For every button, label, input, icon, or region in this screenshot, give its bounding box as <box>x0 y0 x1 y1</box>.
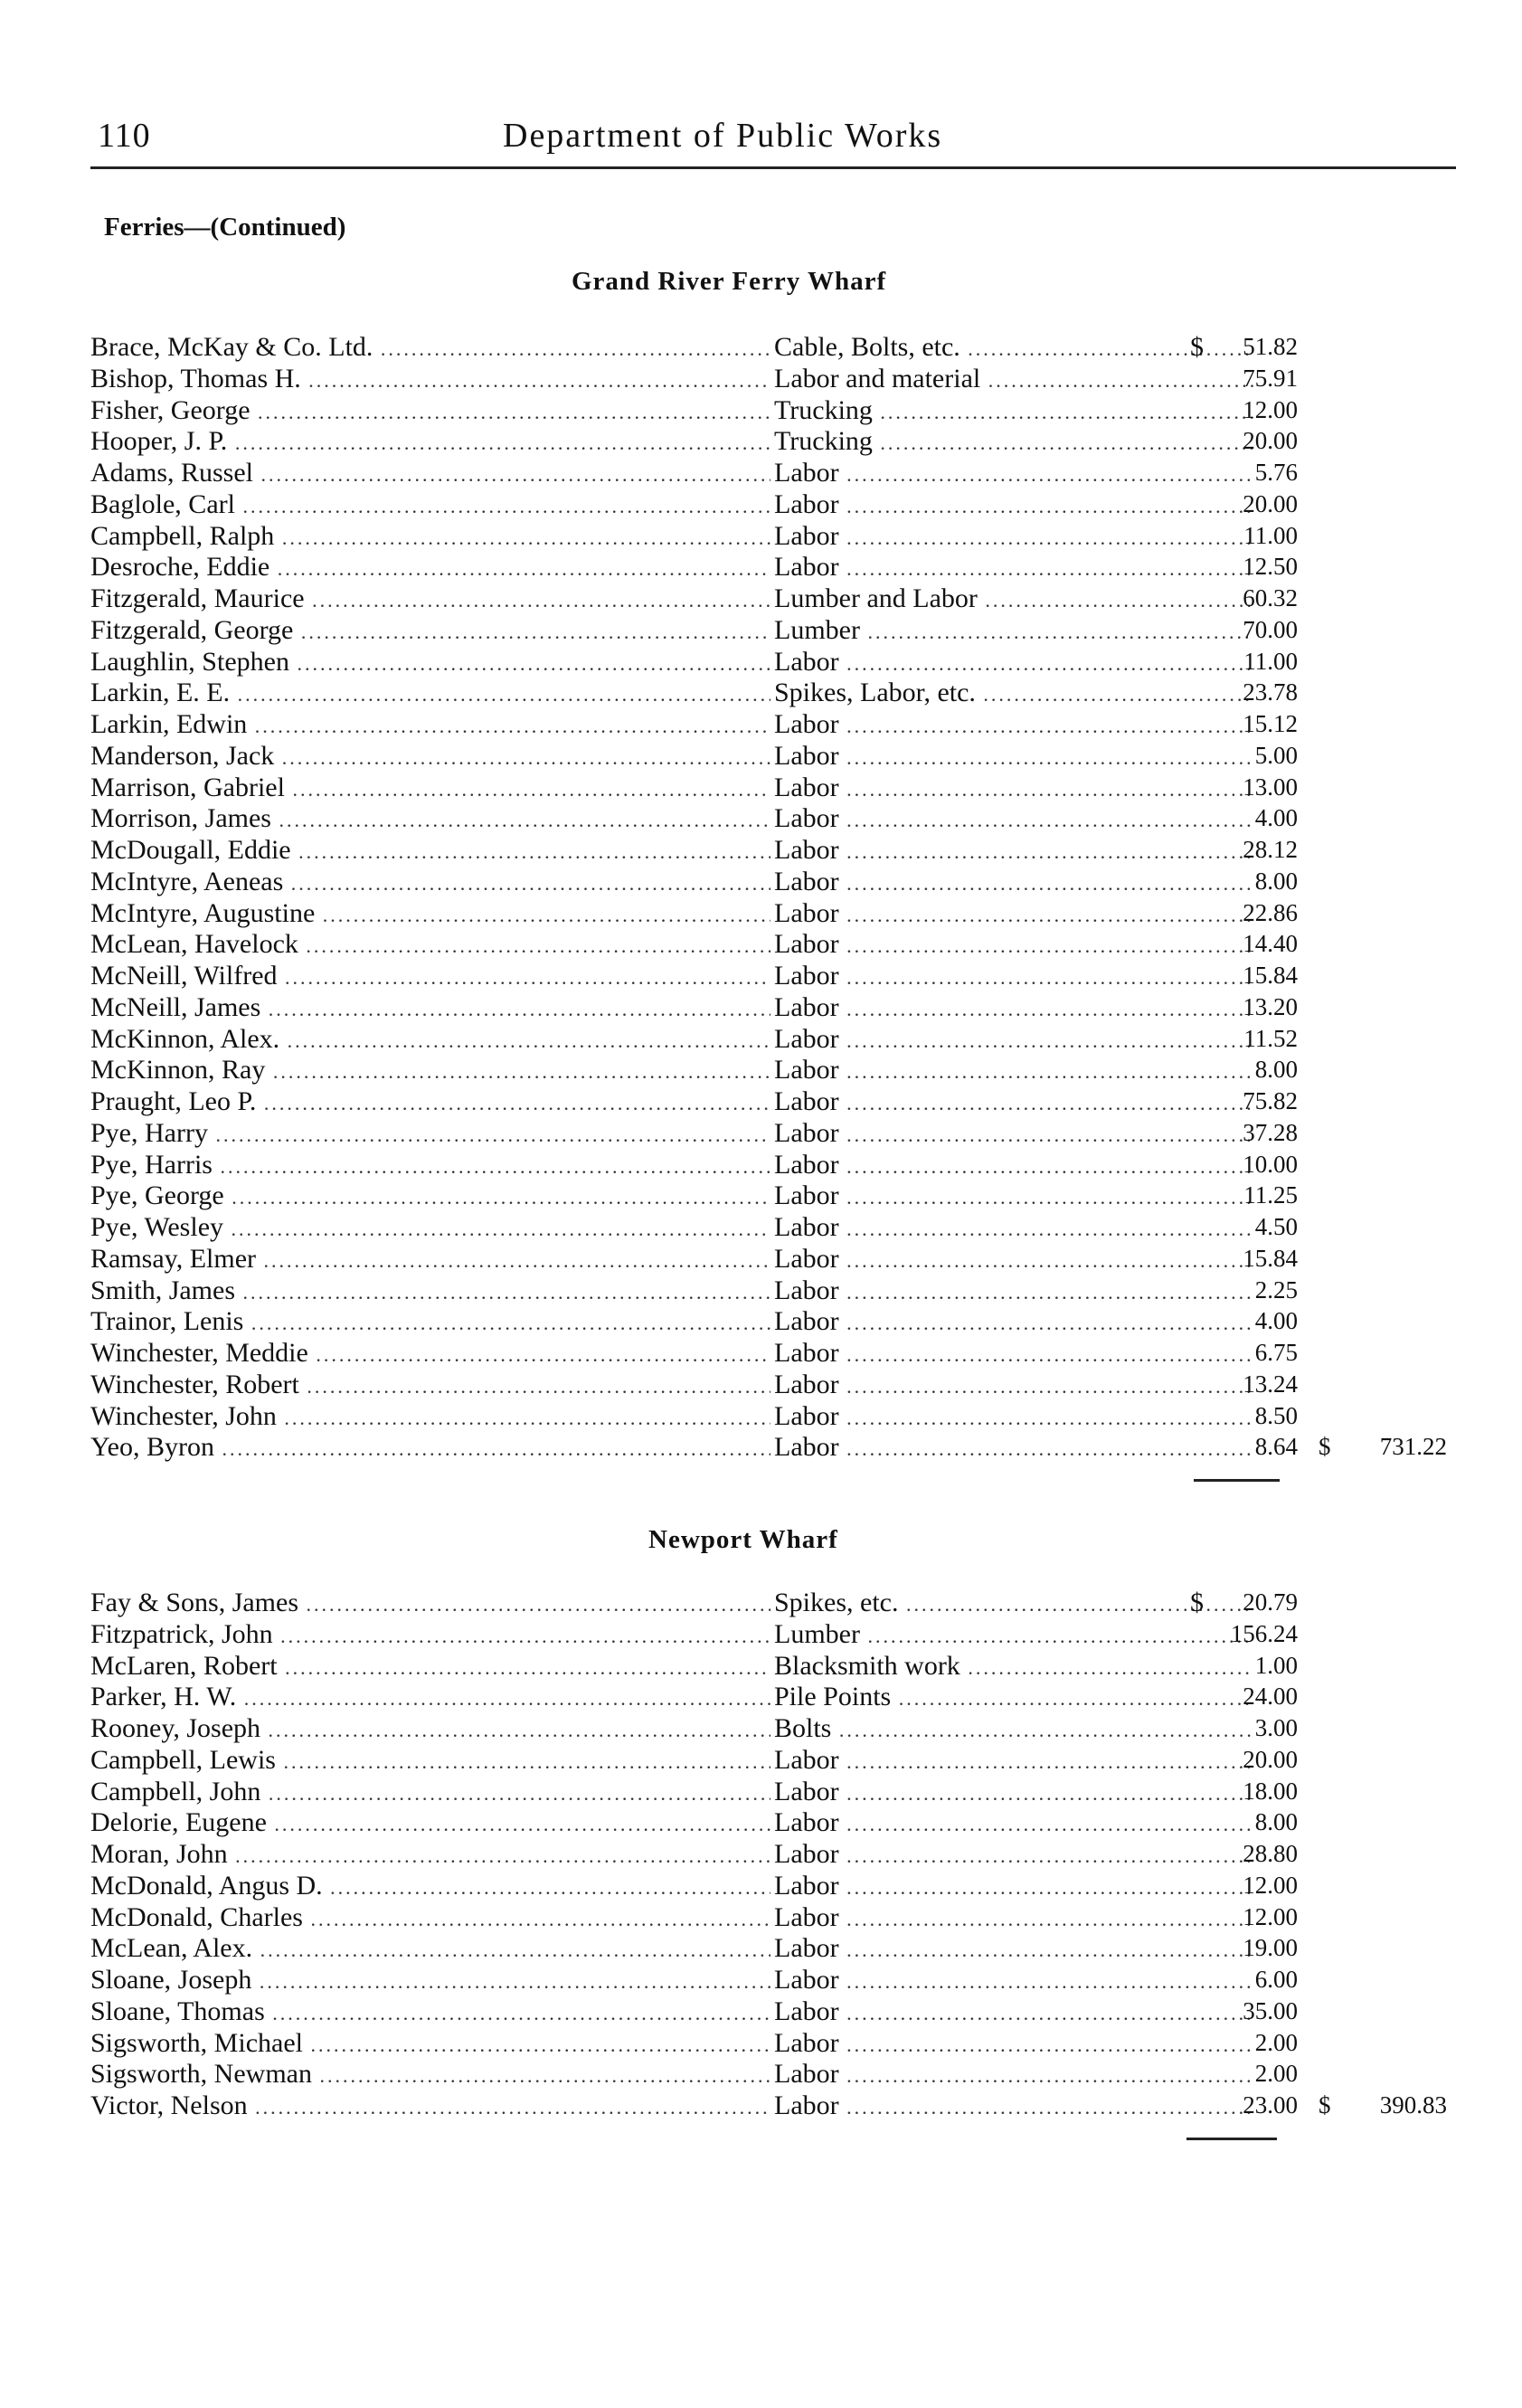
amount: 11.52 <box>1243 1024 1298 1052</box>
amount: 13.20 <box>1243 992 1298 1020</box>
item-description: Labor ..... <box>774 866 1253 899</box>
item-description: Trucking ..... <box>774 394 1253 428</box>
amount: 12.00 <box>1243 1871 1298 1899</box>
table-row <box>90 614 1483 646</box>
payee-name: McDougall, Eddie ..... <box>90 834 770 867</box>
payee-name: Adams, Russel ..... <box>90 457 770 490</box>
table-row <box>90 1275 1483 1306</box>
table-row <box>90 1400 1483 1432</box>
table-row <box>90 1681 1483 1712</box>
table-row <box>90 583 1483 614</box>
amount: 11.00 <box>1243 521 1298 549</box>
table-row <box>90 772 1483 803</box>
payee-name: Baglole, Carl ..... <box>90 488 770 522</box>
table-row <box>90 1744 1483 1776</box>
amount: 23.78 <box>1243 678 1298 706</box>
item-description: Labor ..... <box>774 1776 1253 1809</box>
item-description: Labor ..... <box>774 2058 1253 2091</box>
amount: 20.00 <box>1243 427 1298 455</box>
payee-name: Marrison, Gabriel ..... <box>90 772 770 805</box>
table-row <box>90 802 1483 834</box>
item-description: Labor ..... <box>774 1243 1253 1276</box>
section-total: 390.83 <box>1379 2091 1447 2119</box>
subtotal-rule <box>1186 2138 1277 2140</box>
item-description: Labor ..... <box>774 1996 1253 2029</box>
payee-name: Sigsworth, Michael ..... <box>90 2027 770 2061</box>
table-row <box>90 425 1483 457</box>
payee-name: Larkin, E. E. ..... <box>90 677 770 710</box>
section-label: Ferries—(Continued) <box>104 213 346 242</box>
table-row <box>90 1023 1483 1055</box>
payee-name: McKinnon, Alex. ..... <box>90 1023 770 1057</box>
table-row <box>90 960 1483 991</box>
amount: 3.00 <box>1254 1714 1298 1741</box>
payee-name: Sloane, Joseph ..... <box>90 1964 770 1997</box>
item-description: Labor ..... <box>774 1149 1253 1182</box>
payee-name: Pye, Harry ..... <box>90 1117 770 1151</box>
table-row <box>90 1838 1483 1870</box>
payee-name: Parker, H. W. ..... <box>90 1681 770 1714</box>
amount: 12.00 <box>1243 395 1298 423</box>
page-title: Department of Public Works <box>503 117 943 155</box>
item-description: Labor ..... <box>774 1964 1253 1997</box>
table-row <box>90 363 1483 394</box>
item-description: Labor ..... <box>774 960 1253 993</box>
table-row <box>90 1180 1483 1211</box>
amount: 13.00 <box>1243 773 1298 801</box>
amount: 20.79 <box>1243 1588 1298 1616</box>
payee-name: Desroche, Eddie ..... <box>90 551 770 584</box>
payee-name: Pye, George ..... <box>90 1180 770 1213</box>
item-description: Lumber ..... <box>774 614 1253 648</box>
item-description: Labor ..... <box>774 1275 1253 1308</box>
table-row <box>90 1712 1483 1744</box>
table-row <box>90 2027 1483 2059</box>
item-description: Labor ..... <box>774 1744 1253 1778</box>
item-description: Labor ..... <box>774 708 1253 742</box>
item-description: Spikes, etc. ..... <box>774 1587 1253 1620</box>
amount: 1.00 <box>1254 1651 1298 1679</box>
payee-name: Smith, James ..... <box>90 1275 770 1308</box>
item-description: Labor ..... <box>774 1932 1253 1966</box>
payee-name: Victor, Nelson ..... <box>90 2090 770 2123</box>
table-row <box>90 1901 1483 1933</box>
table-row <box>90 1149 1483 1180</box>
table-row <box>90 1587 1483 1618</box>
amount: 10.00 <box>1243 1150 1298 1178</box>
item-description: Labor ..... <box>774 1369 1253 1402</box>
item-description: Labor ..... <box>774 1180 1253 1213</box>
section-total: 731.22 <box>1379 1433 1447 1461</box>
amount: 51.82 <box>1243 333 1298 360</box>
amount: 14.40 <box>1243 930 1298 958</box>
total-currency-sign: $ <box>1319 2091 1331 2119</box>
payee-name: Fitzgerald, Maurice ..... <box>90 583 770 616</box>
table-row <box>90 1964 1483 1996</box>
amount: 20.00 <box>1243 1745 1298 1773</box>
table-row <box>90 646 1483 678</box>
item-description: Labor ..... <box>774 646 1253 679</box>
table-row <box>90 1431 1483 1463</box>
payee-name: Fitzpatrick, John ..... <box>90 1618 770 1652</box>
table-row <box>90 834 1483 866</box>
item-description: Labor and material ..... <box>774 363 1253 396</box>
item-description: Lumber and Labor ..... <box>774 583 1253 616</box>
item-description: Labor ..... <box>774 1211 1253 1245</box>
amount: 5.00 <box>1254 741 1298 769</box>
item-description: Labor ..... <box>774 520 1253 554</box>
item-description: Labor ..... <box>774 488 1253 522</box>
amount: 4.00 <box>1254 1307 1298 1335</box>
currency-sign: $ <box>1190 332 1204 362</box>
amount: 2.00 <box>1254 2028 1298 2056</box>
payee-name: Delorie, Eugene ..... <box>90 1806 770 1840</box>
table-row <box>90 1054 1483 1085</box>
payee-name: Brace, McKay & Co. Ltd. ..... <box>90 331 770 365</box>
amount: 156.24 <box>1230 1619 1298 1647</box>
payee-name: McIntyre, Augustine ..... <box>90 897 770 931</box>
payee-name: Sloane, Thomas ..... <box>90 1996 770 2029</box>
item-description: Labor ..... <box>774 1870 1253 1903</box>
amount: 18.00 <box>1243 1777 1298 1805</box>
payee-name: Campbell, Lewis ..... <box>90 1744 770 1778</box>
amount: 6.00 <box>1254 1966 1298 1993</box>
amount: 28.80 <box>1243 1840 1298 1867</box>
item-description: Labor ..... <box>774 991 1253 1025</box>
payee-name: Sigsworth, Newman ..... <box>90 2058 770 2091</box>
payee-name: Winchester, Meddie ..... <box>90 1337 770 1370</box>
payee-name: Winchester, John ..... <box>90 1400 770 1434</box>
payee-name: Fitzgerald, George ..... <box>90 614 770 648</box>
item-description: Pile Points ..... <box>774 1681 1253 1714</box>
amount: 12.00 <box>1243 1902 1298 1930</box>
payee-name: Laughlin, Stephen ..... <box>90 646 770 679</box>
item-description: Labor ..... <box>774 1305 1253 1339</box>
item-description: Cable, Bolts, etc. ..... <box>774 331 1253 365</box>
page-number: 110 <box>98 117 151 155</box>
table-row <box>90 1211 1483 1243</box>
amount: 24.00 <box>1243 1683 1298 1711</box>
currency-sign: $ <box>1190 1588 1204 1617</box>
table-row <box>90 1806 1483 1838</box>
table-row <box>90 866 1483 897</box>
table-row <box>90 2090 1483 2121</box>
table-row <box>90 1085 1483 1117</box>
payee-name: Pye, Wesley ..... <box>90 1211 770 1245</box>
item-description: Labor ..... <box>774 1901 1253 1935</box>
amount: 28.12 <box>1243 836 1298 863</box>
table-row <box>90 1618 1483 1650</box>
payee-name: McLean, Havelock ..... <box>90 928 770 962</box>
payee-name: Campbell, John ..... <box>90 1776 770 1809</box>
payee-name: McDonald, Angus D. ..... <box>90 1870 770 1903</box>
payee-name: Morrison, James ..... <box>90 802 770 836</box>
wharf-title: Grand River Ferry Wharf <box>572 267 887 296</box>
item-description: Lumber ..... <box>774 1618 1253 1652</box>
table-row <box>90 1369 1483 1400</box>
table-row <box>90 331 1483 363</box>
payee-name: Moran, John ..... <box>90 1838 770 1872</box>
item-description: Labor ..... <box>774 740 1253 773</box>
item-description: Labor ..... <box>774 1400 1253 1434</box>
item-description: Labor ..... <box>774 1085 1253 1119</box>
item-description: Spikes, Labor, etc. ..... <box>774 677 1253 710</box>
payee-name: Yeo, Byron ..... <box>90 1431 770 1465</box>
amount: 35.00 <box>1243 1996 1298 2024</box>
table-row <box>90 1243 1483 1275</box>
table-row <box>90 1776 1483 1807</box>
amount: 8.00 <box>1254 867 1298 895</box>
item-description: Labor ..... <box>774 1054 1253 1087</box>
amount: 8.00 <box>1254 1808 1298 1836</box>
table-row <box>90 457 1483 488</box>
subtotal-rule <box>1194 1479 1280 1482</box>
table-row <box>90 1305 1483 1337</box>
amount: 20.00 <box>1243 489 1298 517</box>
payee-name: Larkin, Edwin ..... <box>90 708 770 742</box>
payee-name: Bishop, Thomas H. ..... <box>90 363 770 396</box>
payee-name: Fay & Sons, James ..... <box>90 1587 770 1620</box>
payee-name: Praught, Leo P. ..... <box>90 1085 770 1119</box>
table-row <box>90 1932 1483 1964</box>
table-row <box>90 1117 1483 1149</box>
table-row <box>90 897 1483 929</box>
amount: 11.25 <box>1243 1181 1298 1209</box>
table-row <box>90 1870 1483 1901</box>
payee-name: Fisher, George ..... <box>90 394 770 428</box>
payee-name: Pye, Harris ..... <box>90 1149 770 1182</box>
item-description: Labor ..... <box>774 1023 1253 1057</box>
payee-name: McNeill, James ..... <box>90 991 770 1025</box>
total-currency-sign: $ <box>1319 1433 1331 1461</box>
item-description: Labor ..... <box>774 897 1253 931</box>
table-row <box>90 1650 1483 1682</box>
item-description: Labor ..... <box>774 1838 1253 1872</box>
amount: 75.91 <box>1243 364 1298 392</box>
item-description: Labor ..... <box>774 802 1253 836</box>
table-row <box>90 928 1483 960</box>
item-description: Labor ..... <box>774 457 1253 490</box>
item-description: Labor ..... <box>774 2027 1253 2061</box>
item-description: Labor ..... <box>774 928 1253 962</box>
ledger-table <box>90 1587 1483 2130</box>
table-row <box>90 551 1483 583</box>
item-description: Trucking ..... <box>774 425 1253 459</box>
item-description: Labor ..... <box>774 834 1253 867</box>
table-row <box>90 2058 1483 2090</box>
table-row <box>90 394 1483 426</box>
item-description: Labor ..... <box>774 551 1253 584</box>
amount: 8.64 <box>1254 1433 1298 1461</box>
table-row <box>90 991 1483 1023</box>
item-description: Labor ..... <box>774 1117 1253 1151</box>
amount: 19.00 <box>1243 1934 1298 1962</box>
item-description: Labor ..... <box>774 1337 1253 1370</box>
payee-name: Trainor, Lenis ..... <box>90 1305 770 1339</box>
amount: 37.28 <box>1243 1118 1298 1146</box>
item-description: Labor ..... <box>774 1806 1253 1840</box>
payee-name: Ramsay, Elmer ..... <box>90 1243 770 1276</box>
table-row <box>90 708 1483 740</box>
amount: 15.12 <box>1243 710 1298 737</box>
amount: 5.76 <box>1254 459 1298 486</box>
payee-name: Manderson, Jack ..... <box>90 740 770 773</box>
page-header <box>98 116 1456 166</box>
item-description: Blacksmith work ..... <box>774 1650 1253 1683</box>
table-row <box>90 488 1483 520</box>
amount: 2.00 <box>1254 2060 1298 2088</box>
payee-name: McDonald, Charles ..... <box>90 1901 770 1935</box>
amount: 70.00 <box>1243 615 1298 643</box>
table-row <box>90 1337 1483 1369</box>
amount: 2.25 <box>1254 1275 1298 1304</box>
payee-name: Hooper, J. P. ..... <box>90 425 770 459</box>
amount: 6.75 <box>1254 1339 1298 1366</box>
payee-name: McLaren, Robert ..... <box>90 1650 770 1683</box>
amount: 4.00 <box>1254 804 1298 832</box>
header-rule <box>90 166 1456 169</box>
amount: 12.50 <box>1243 553 1298 581</box>
amount: 11.00 <box>1243 647 1298 675</box>
amount: 13.24 <box>1243 1370 1298 1398</box>
amount: 23.00 <box>1243 2091 1298 2119</box>
amount: 4.50 <box>1254 1213 1298 1240</box>
payee-name: Campbell, Ralph ..... <box>90 520 770 554</box>
ledger-table <box>90 331 1483 1472</box>
payee-name: McKinnon, Ray ..... <box>90 1054 770 1087</box>
table-row <box>90 677 1483 708</box>
payee-name: McIntyre, Aeneas ..... <box>90 866 770 899</box>
table-row <box>90 1996 1483 2027</box>
payee-name: Rooney, Joseph ..... <box>90 1712 770 1746</box>
table-row <box>90 740 1483 772</box>
amount: 60.32 <box>1243 584 1298 611</box>
item-description: Labor ..... <box>774 2090 1253 2123</box>
amount: 8.00 <box>1254 1056 1298 1084</box>
amount: 8.50 <box>1254 1401 1298 1429</box>
payee-name: Winchester, Robert ..... <box>90 1369 770 1402</box>
item-description: Bolts ..... <box>774 1712 1253 1746</box>
amount: 15.84 <box>1243 1244 1298 1272</box>
table-row <box>90 520 1483 552</box>
amount: 15.84 <box>1243 962 1298 989</box>
amount: 75.82 <box>1243 1087 1298 1114</box>
payee-name: McLean, Alex. ..... <box>90 1932 770 1966</box>
payee-name: McNeill, Wilfred ..... <box>90 960 770 993</box>
amount: 22.86 <box>1243 898 1298 926</box>
wharf-title: Newport Wharf <box>648 1525 838 1554</box>
item-description: Labor ..... <box>774 772 1253 805</box>
item-description: Labor ..... <box>774 1431 1253 1465</box>
